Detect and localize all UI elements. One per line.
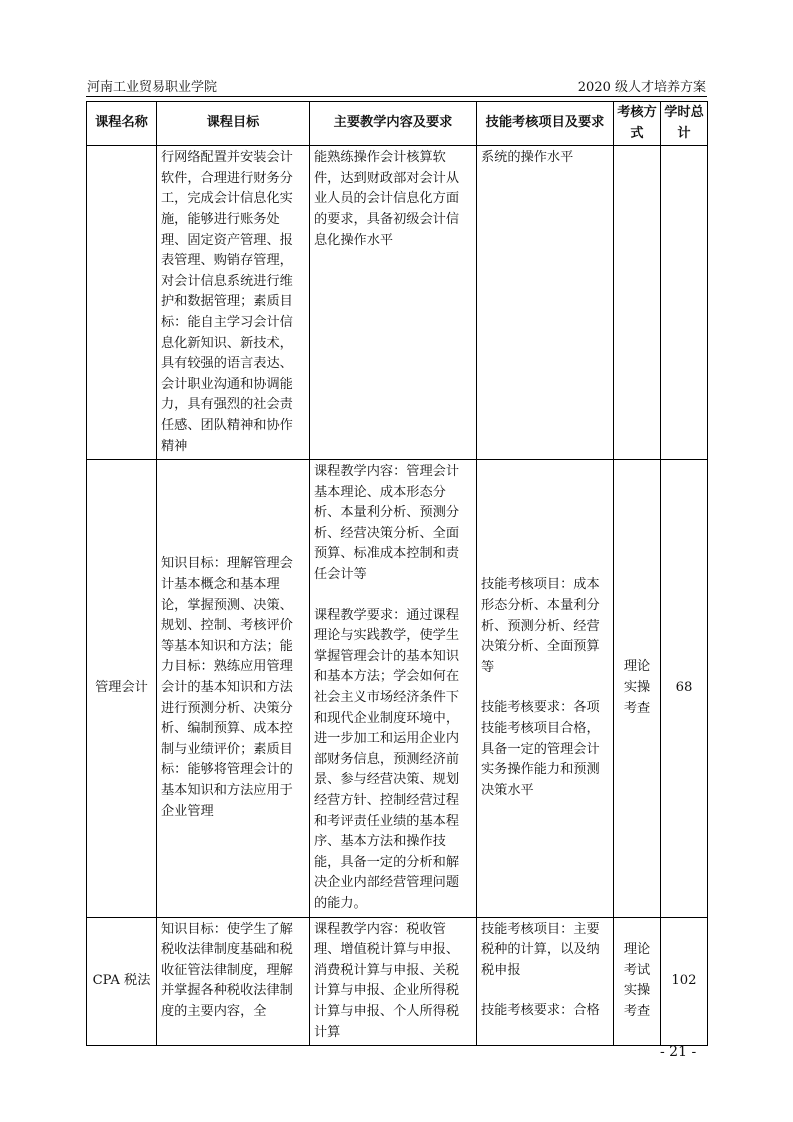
header-plan: 2020 级人才培养方案 bbox=[577, 80, 706, 95]
skill-paragraph: 技能考核要求：各项技能考核项目合格，具备一定的管理会计实务操作能力和预测决策水平 bbox=[481, 700, 600, 798]
course-goal: 知识目标：理解管理会计基本概念和基本理论，掌握预测、决策、规划、控制、考核评价等基本知识和方法；能力目标：熟练应用管理会计的基本知识和方法进行预测分析、决策分析、编制预算、成本控制与业绩评价；素质目标：能够将管理会计的基本知识和方法应用于企业管理 bbox=[157, 460, 310, 917]
content-paragraph: 课程教学内容：管理会计基本理论、成本形态分析、本量利分析、预测分析、经营决策分析、全面预算、标准成本控制和责任会计等 bbox=[314, 464, 460, 583]
header-school: 河南工业贸易职业学院 bbox=[87, 80, 218, 95]
col-header-name: 课程名称 bbox=[87, 102, 157, 146]
course-goal: 行网络配置并安装会计软件，合理进行财务分工，完成会计信息化实施，能够进行账务处理、固定资产管理、报表管理、购销存管理，对会计信息系统进行维护和数据管理；素质目标：能自主学习会计信息化新知识、新技术，具有较强的语言表达、会计职业沟通和协调能力，具有强烈的社会责任感、团队精神和协作精神 bbox=[157, 146, 310, 460]
course-name: CPA 税法 bbox=[87, 917, 157, 1046]
course-content bbox=[310, 146, 477, 460]
page-number: - 21 - bbox=[660, 1044, 697, 1060]
course-name: 管理会计 bbox=[87, 460, 157, 917]
course-skill bbox=[477, 917, 614, 1046]
col-header-content: 主要教学内容及要求 bbox=[310, 102, 477, 146]
skill-paragraph: 技能考核要求：合格 bbox=[481, 1003, 600, 1019]
course-skill bbox=[477, 460, 614, 917]
total-hours: 102 bbox=[661, 917, 708, 1046]
course-table bbox=[86, 101, 708, 1046]
content-paragraph: 课程教学要求：通过课程理论与实践教学，使学生掌握管理会计的基本知识和基本方法；学会如何在社会主义市场经济条件下和现代企业制度环境中，进一步加工和运用企业内部财务信息，预测经济前景、参与经营决策、规划经营方针、控制经营过程和考评责任业绩的基本程序、基本方法和操作技能，具备一定的分析和解决企业内部经营管理问题的能力。 bbox=[314, 607, 460, 911]
skill-paragraph: 系统的操作水平 bbox=[481, 150, 574, 166]
col-header-goal: 课程目标 bbox=[157, 102, 310, 146]
col-header-skill: 技能考核项目及要求 bbox=[477, 102, 614, 146]
content-paragraph: 能熟练操作会计核算软件，达到财政部对会计从业人员的会计信息化方面的要求，具备初级会计信息化操作水平 bbox=[314, 150, 460, 248]
total-hours: 68 bbox=[661, 460, 708, 917]
total-hours bbox=[661, 146, 708, 460]
table-row bbox=[87, 146, 708, 460]
skill-paragraph: 技能考核项目：主要税种的计算，以及纳税申报 bbox=[481, 921, 600, 978]
course-goal: 知识目标：使学生了解税收法律制度基础和税收征管法律制度，理解并掌握各种税收法律制度的主要内容，全 bbox=[157, 917, 310, 1046]
course-skill bbox=[477, 146, 614, 460]
course-content bbox=[310, 917, 477, 1046]
header-rule bbox=[86, 96, 707, 97]
col-header-method: 考核方式 bbox=[614, 102, 661, 146]
col-header-hours: 学时总计 bbox=[661, 102, 708, 146]
course-content bbox=[310, 460, 477, 917]
table-header-row bbox=[87, 102, 708, 146]
skill-paragraph: 技能考核项目：成本形态分析、本量利分析、预测分析、经营决策分析、全面预算等 bbox=[481, 577, 600, 675]
table-row bbox=[87, 917, 708, 1046]
course-name bbox=[87, 146, 157, 460]
content-paragraph: 课程教学内容：税收管理、增值税计算与申报、消费税计算与申报、关税计算与申报、企业所得税计算与申报、个人所得税计算 bbox=[314, 921, 460, 1040]
assessment-method: 理论考试实操考查 bbox=[614, 917, 661, 1046]
table-row bbox=[87, 460, 708, 917]
assessment-method: 理论实操考查 bbox=[614, 460, 661, 917]
assessment-method bbox=[614, 146, 661, 460]
